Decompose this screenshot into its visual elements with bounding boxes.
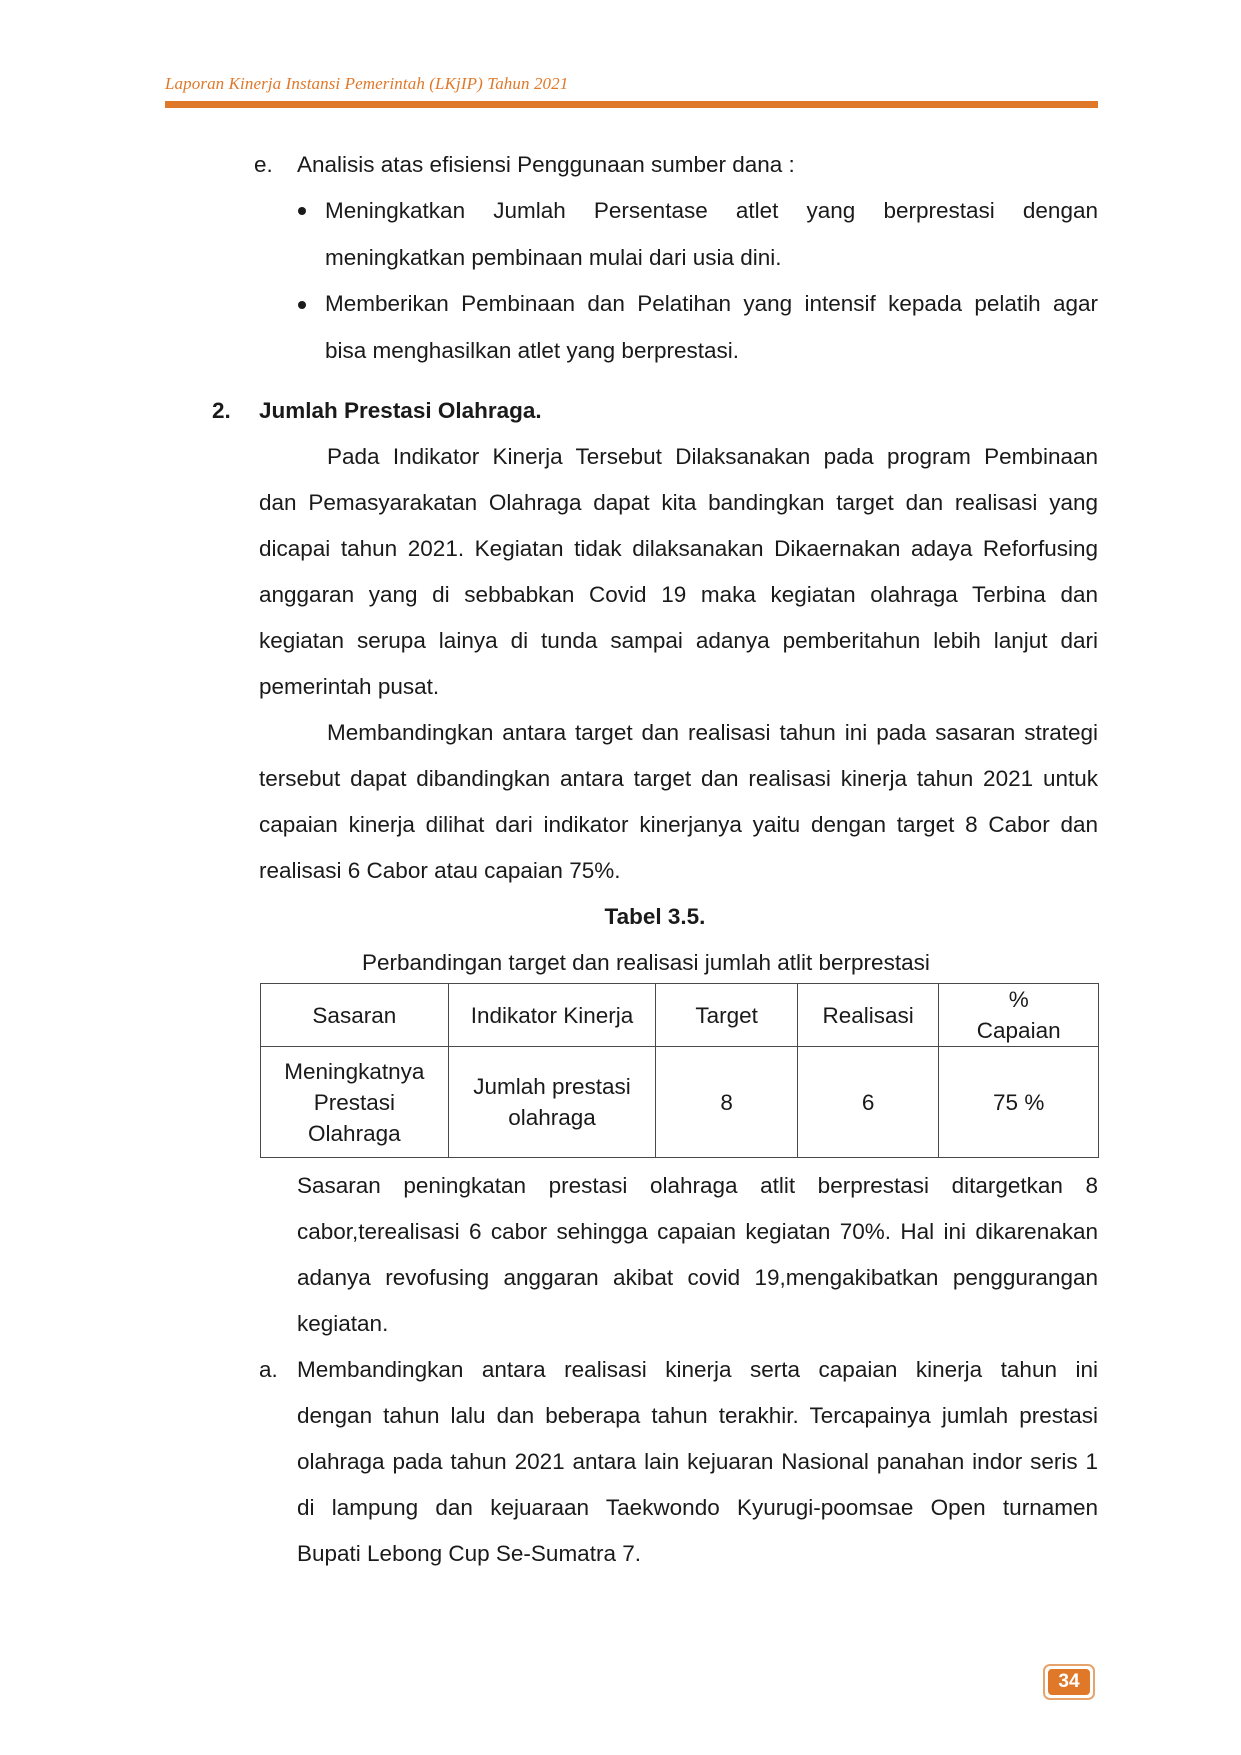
cell-target: 8: [656, 1047, 798, 1158]
paragraph-1-line: anggaran yang di sebbabkan Covid 19 maka kegiatan olahraga Terbina dan: [259, 582, 1098, 607]
list-marker-e: e.: [254, 152, 273, 177]
paragraph-1-line: Pada Indikator Kinerja Tersebut Dilaksanakan pada program Pembinaan: [327, 444, 1098, 469]
paragraph-2-line: Membandingkan antara target dan realisasi tahun ini pada sasaran strategi: [327, 720, 1098, 745]
cell-indikator: [448, 1047, 656, 1158]
paragraph-1-line: kegiatan serupa lainya di tunda sampai adanya pemberitahun lebih lanjut dari: [259, 628, 1098, 653]
bullet-icon: [298, 207, 306, 215]
paragraph-1-line: dan Pemasyarakatan Olahraga dapat kita bandingkan target dan realisasi yang: [259, 490, 1098, 515]
section-a-line: olahraga pada tahun 2021 antara lain kejuaran Nasional panahan indor seris 1: [297, 1449, 1098, 1474]
cell-realisasi: 6: [797, 1047, 939, 1158]
section-a-line: dengan tahun lalu dan beberapa tahun terakhir. Tercapainya jumlah prestasi: [297, 1403, 1098, 1428]
running-header: Laporan Kinerja Instansi Pemerintah (LKjIP) Tahun 2021: [165, 74, 569, 93]
section-2-number: 2.: [212, 398, 231, 423]
paragraph-2-line: capaian kinerja dilihat dari indikator kinerjanya yaitu dengan target 8 Cabor dan: [259, 812, 1098, 837]
section-e-heading: Analisis atas efisiensi Penggunaan sumber dana :: [297, 152, 795, 177]
paragraph-2-line: realisasi 6 Cabor atau capaian 75%.: [259, 858, 621, 883]
page-number: 34: [1048, 1669, 1090, 1695]
header-sasaran: Sasaran: [261, 984, 449, 1047]
bullet-1-line-2: meningkatkan pembinaan mulai dari usia dini.: [325, 245, 782, 270]
table-header-row: [261, 984, 1099, 1047]
cell-capaian: 75 %: [939, 1047, 1099, 1158]
table-label: Tabel 3.5.: [604, 904, 706, 929]
paragraph-1-line: pemerintah pusat.: [259, 674, 440, 699]
page-number-badge: [1043, 1664, 1095, 1700]
cell-sasaran-line: Olahraga: [308, 1120, 401, 1146]
section-a-line: Membandingkan antara realisasi kinerja serta capaian kinerja tahun ini: [297, 1357, 1098, 1382]
section-2-heading: Jumlah Prestasi Olahraga.: [259, 398, 542, 423]
cell-sasaran: [261, 1047, 449, 1158]
comparison-table: [260, 983, 1099, 1158]
cell-sasaran-line: Prestasi: [313, 1089, 395, 1115]
bullet-icon: [298, 301, 306, 309]
bullet-1-line-1: Meningkatkan Jumlah Persentase atlet yang berprestasi dengan: [325, 198, 1098, 223]
bullet-2-line-1: Memberikan Pembinaan dan Pelatihan yang intensif kepada pelatih agar: [325, 291, 1098, 316]
header-capaian-label: Capaian: [976, 1018, 1061, 1043]
section-a-line: di lampung dan kejuaraan Taekwondo Kyurugi-poomsae Open turnamen: [297, 1495, 1098, 1520]
header-capaian: [939, 984, 1099, 1047]
header-realisasi: Realisasi: [797, 984, 939, 1047]
after-table-line: adanya revofusing anggaran akibat covid 19,mengakibatkan penggurangan: [297, 1265, 1098, 1290]
cell-sasaran-line: Meningkatnya: [284, 1058, 425, 1084]
bullet-2-line-2: bisa menghasilkan atlet yang berprestasi.: [325, 338, 739, 363]
table-row: [261, 1047, 1099, 1158]
paragraph-2-line: tersebut dapat dibandingkan antara target dan realisasi kinerja tahun 2021 untuk: [259, 766, 1098, 791]
after-table-line: kegiatan.: [297, 1311, 389, 1336]
cell-indikator-line: Jumlah prestasi: [473, 1074, 631, 1099]
cell-indikator-line: olahraga: [508, 1105, 596, 1130]
table-caption: Perbandingan target dan realisasi jumlah atlit berprestasi: [362, 950, 930, 975]
header-indikator-kinerja: Indikator Kinerja: [448, 984, 656, 1047]
header-capaian-percent: %: [1008, 987, 1029, 1012]
paragraph-1-line: dicapai tahun 2021. Kegiatan tidak dilaksanakan Dikaernakan adaya Reforfusing: [259, 536, 1098, 561]
after-table-line: Sasaran peningkatan prestasi olahraga atlit berprestasi ditargetkan 8: [297, 1173, 1098, 1198]
after-table-line: cabor,terealisasi 6 cabor sehingga capaian kegiatan 70%. Hal ini dikarenakan: [297, 1219, 1098, 1244]
header-target: Target: [656, 984, 798, 1047]
header-rule: [165, 101, 1098, 108]
section-a-line: Bupati Lebong Cup Se-Sumatra 7.: [297, 1541, 641, 1566]
list-marker-a: a.: [259, 1357, 278, 1382]
